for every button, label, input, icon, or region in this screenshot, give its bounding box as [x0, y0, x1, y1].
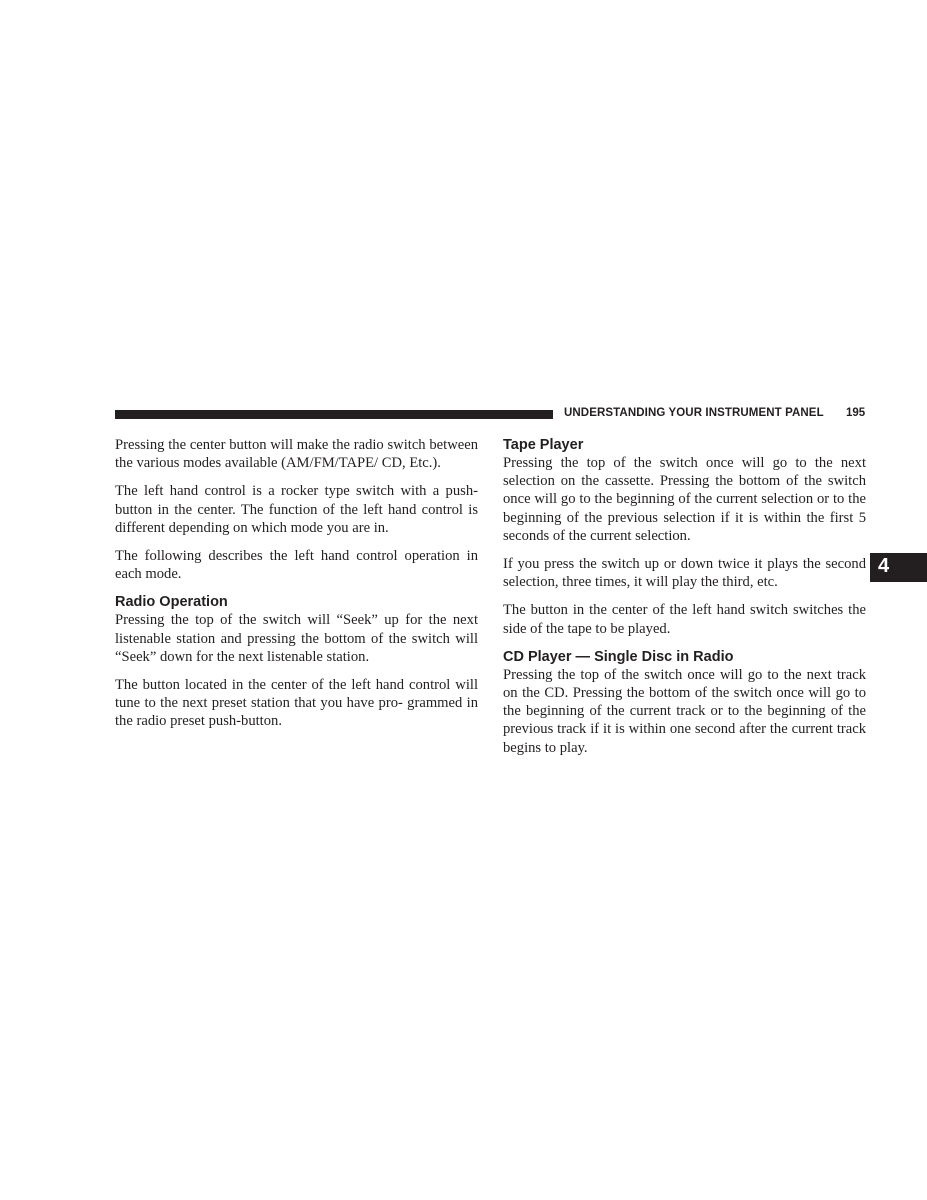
paragraph-following-describes: The following describes the left hand control operation in each mode.	[115, 548, 478, 583]
page-number: 195	[846, 407, 866, 419]
chapter-tab	[870, 553, 927, 582]
paragraph-mode-switch: Pressing the center button will make the radio switch between the various modes available (AM/FM/TAPE/ CD, Etc.).	[115, 437, 478, 472]
heading-tape-player: Tape Player	[503, 437, 584, 453]
left-column	[115, 436, 478, 741]
paragraph-radio-preset: The button located in the center of the left hand control will tune to the next preset station that you have pro- grammed in the radio preset push-button.	[115, 677, 478, 730]
right-column	[503, 436, 866, 767]
heading-cd-player: CD Player — Single Disc in Radio	[503, 648, 734, 665]
paragraph-rocker-switch: The left hand control is a rocker type switch with a push-button in the center. The function of the left hand control is different depending on which mode you are in.	[115, 483, 478, 536]
chapter-number: 4	[878, 555, 890, 577]
paragraph-tape-twice: If you press the switch up or down twice it plays the second selection, three times, it will play the third, etc.	[503, 556, 866, 591]
paragraph-tape-side: The button in the center of the left hand switch switches the side of the tape to be played.	[503, 602, 866, 637]
paragraph-tape-selection: Pressing the top of the switch once will go to the next selection on the cassette. Pressing the bottom of the switch once will go to the beginning of the current selection or to the beginning of the previous selection if it is within the first 5 seconds of the current selection.	[503, 455, 866, 544]
heading-radio-operation: Radio Operation	[115, 594, 228, 611]
header-rule	[115, 410, 553, 419]
running-header-title: UNDERSTANDING YOUR INSTRUMENT PANEL	[564, 407, 824, 419]
paragraph-cd-track: Pressing the top of the switch once will go to the next track on the CD. Pressing the bottom of the switch once will go to the beginning of the current track or to the beginning of the previous track if it is within one second after the current track begins to play.	[503, 666, 866, 756]
paragraph-radio-seek: Pressing the top of the switch will “Seek” up for the next listenable station and pressing the bottom of the switch will “Seek” down for the next listenable station.	[115, 612, 478, 665]
